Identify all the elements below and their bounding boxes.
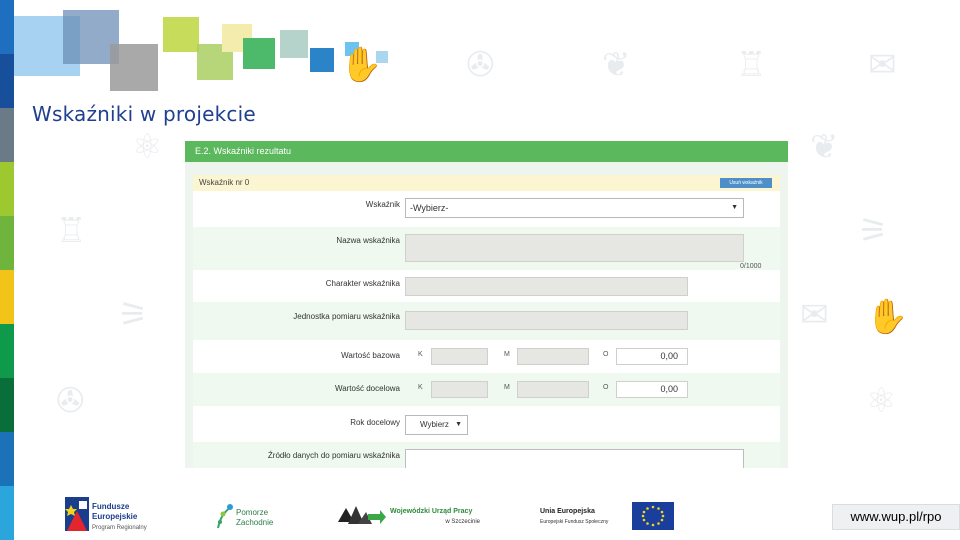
charakter-field[interactable] (405, 277, 688, 296)
fe-subtitle: Program Regionalny (92, 525, 147, 531)
bazowa-m-field[interactable] (517, 348, 589, 365)
wup-subtitle: w Szczecinie (445, 519, 480, 525)
docelowa-k-field[interactable] (431, 381, 488, 398)
indicator-heading: Wskaźnik nr 0 (199, 178, 250, 187)
row-charakter (193, 270, 780, 302)
left-color-stripe (0, 0, 14, 540)
delete-indicator-button[interactable]: Usuń wskaźnik (720, 178, 772, 188)
row-rok-docelowy (193, 406, 780, 442)
pomorze-logo-text: Pomorze Zachodnie (236, 508, 274, 527)
docelowa-m-label: M (504, 384, 510, 391)
wskaznik-select[interactable] (405, 198, 744, 218)
propeller-icon-2: ✇ (56, 381, 85, 421)
chevron-down-icon: ▼ (455, 421, 462, 428)
row-wskaznik (193, 191, 780, 227)
train-icon: ♖ (736, 45, 767, 85)
row-wartosc-docelowa (193, 373, 780, 406)
bazowa-m-label: M (504, 351, 510, 358)
chat-icon: ✉ (868, 45, 897, 85)
form-body (193, 175, 780, 468)
docelowa-o-value: 0,00 (660, 384, 678, 394)
row-jednostka (193, 302, 780, 340)
nazwa-textarea[interactable] (405, 234, 744, 262)
bazowa-k-field[interactable] (431, 348, 488, 365)
charakter-label: Charakter wskaźnika (325, 279, 400, 288)
leaf-icon-2: ❦ (602, 45, 631, 85)
jednostka-field[interactable] (405, 311, 688, 330)
pomorze-zachodnie-logo-icon (214, 502, 236, 530)
wup-logo-text (390, 507, 480, 527)
chat-icon-2: ✉ (800, 295, 829, 335)
fe-title: Fundusze Europejskie (92, 502, 138, 521)
bazowa-k-label: K (418, 351, 423, 358)
bazowa-o-label: O (603, 351, 609, 358)
docelowa-m-field[interactable] (517, 381, 589, 398)
chevron-down-icon: ▼ (731, 204, 738, 211)
row-wartosc-bazowa (193, 340, 780, 373)
jednostka-label: Jednostka pomiaru wskaźnika (293, 312, 400, 321)
hand-icon-2: ✋ (866, 297, 909, 337)
docelowa-k-label: K (418, 384, 423, 391)
fence-icon-2: ⚞ (118, 295, 149, 335)
fe-logo-text (92, 502, 152, 533)
train-icon-2: ♖ (56, 211, 87, 251)
atom-icon-2: ⚛ (866, 381, 897, 421)
propeller-icon: ✇ (466, 45, 495, 85)
website-url[interactable]: www.wup.pl/rpo (832, 504, 960, 530)
zrodlo-label: Źródło danych do pomiaru wskaźnika (267, 451, 400, 460)
ue-subtitle: Europejski Fundusz Społeczny (540, 519, 609, 525)
hand-icon: ✋ (340, 45, 383, 85)
rok-select[interactable] (405, 415, 468, 435)
nazwa-label: Nazwa wskaźnika (336, 236, 400, 245)
wskaznik-select-value: -Wybierz- (410, 203, 449, 213)
docelowa-o-label: O (603, 384, 609, 391)
rok-label: Rok docelowy (350, 418, 400, 427)
fence-icon: ⚞ (858, 211, 889, 251)
section-header: E.2. Wskaźniki rezultatu (185, 141, 788, 162)
leaf-icon: ❦ (810, 127, 839, 167)
wskaznik-label: Wskaźnik (365, 200, 400, 209)
zrodlo-textarea[interactable] (405, 449, 744, 468)
bazowa-o-value: 0,00 (660, 351, 678, 361)
row-zrodlo-danych (193, 442, 780, 468)
eu-flag-icon (632, 502, 674, 530)
wup-logo-icon (338, 502, 386, 526)
docelowa-label: Wartość docelowa (334, 384, 400, 393)
indicator-heading-bar (193, 175, 780, 191)
rok-select-value: Wybierz (420, 420, 449, 429)
wup-title: Wojewódzki Urząd Pracy (390, 508, 473, 515)
bazowa-label: Wartość bazowa (341, 351, 400, 360)
ue-title: Unia Europejska (540, 508, 595, 515)
footer-logos (0, 490, 960, 540)
ue-logo-text (540, 507, 632, 527)
atom-icon: ⚛ (132, 127, 163, 167)
nazwa-char-counter: 0/1000 (740, 263, 762, 270)
indicator-form-panel (185, 141, 788, 468)
fundusze-europejskie-logo-icon (65, 497, 89, 531)
slide-title: Wskaźniki w projekcie (32, 102, 256, 126)
row-nazwa (193, 227, 780, 270)
